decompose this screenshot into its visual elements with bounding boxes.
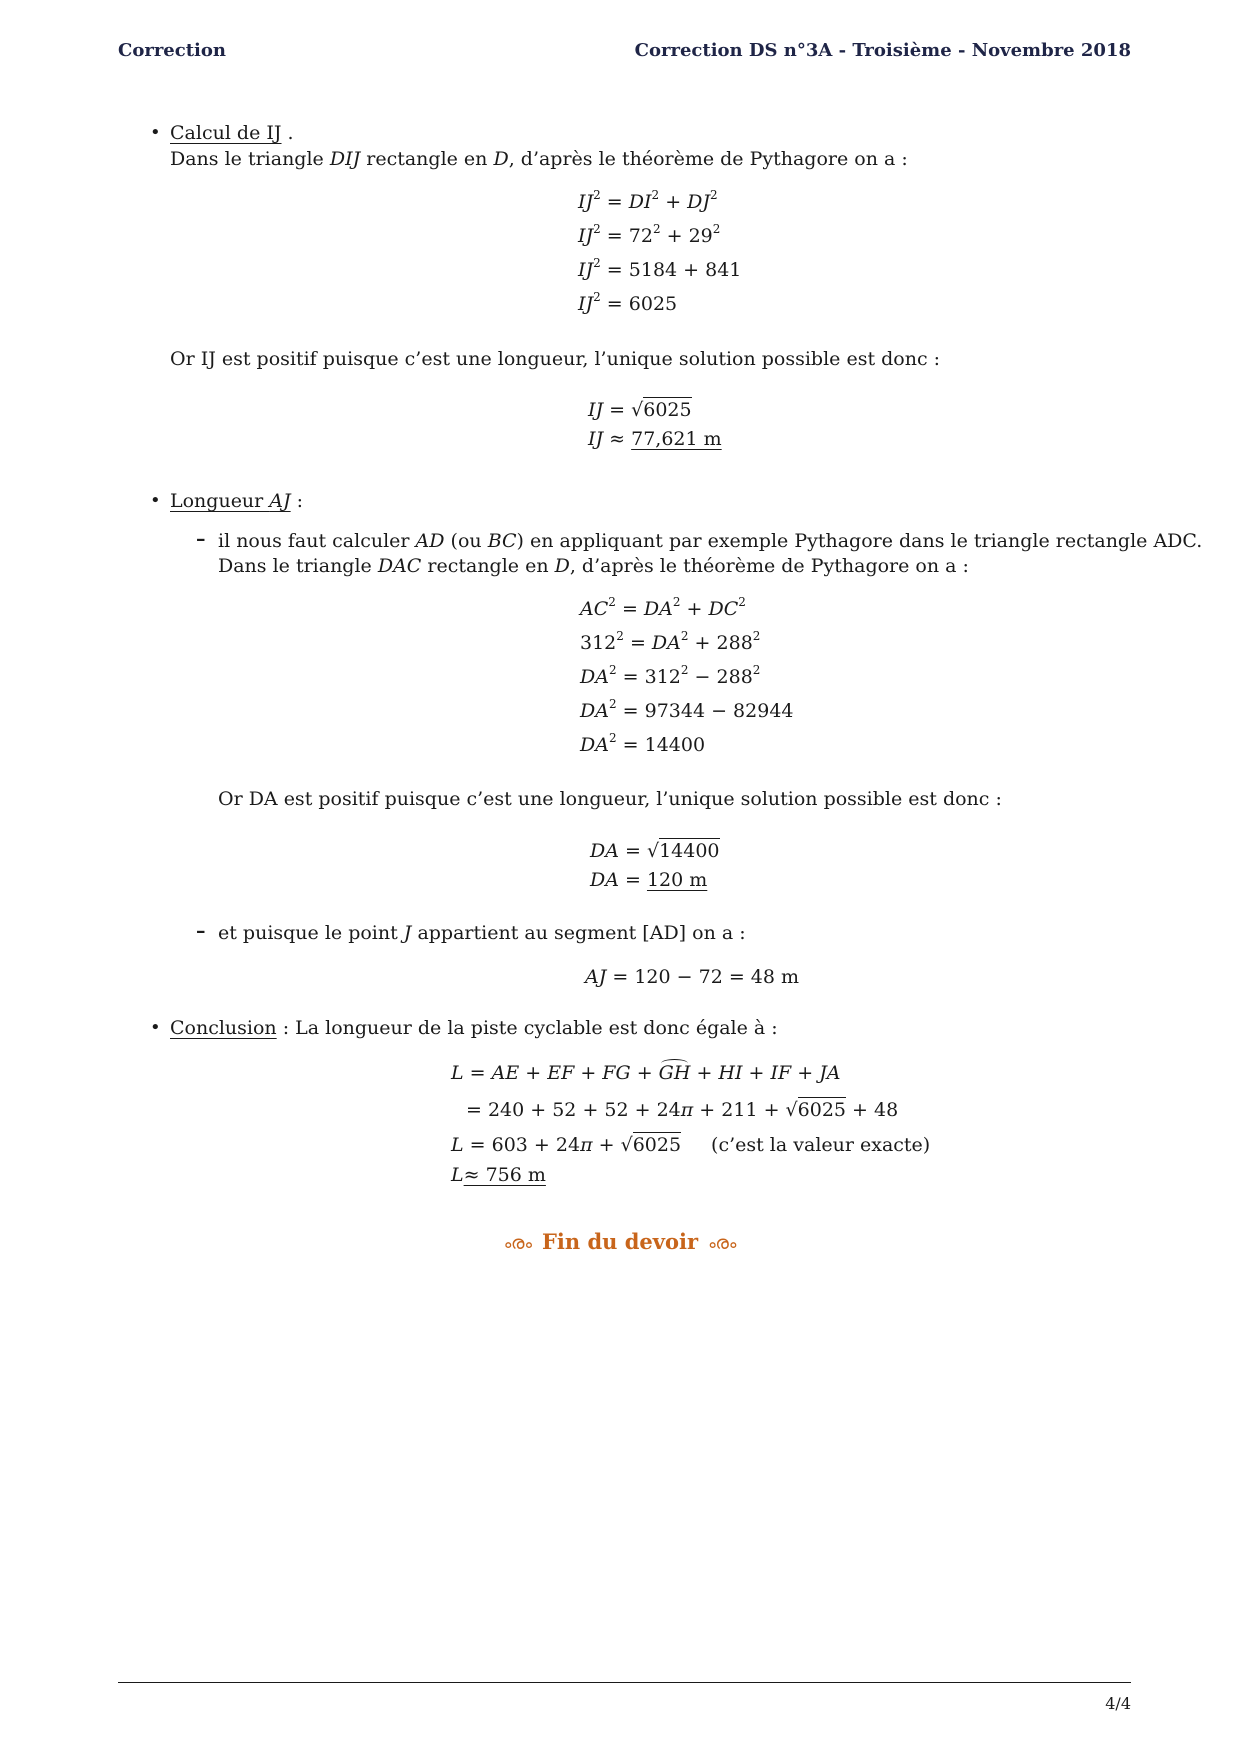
section1-title-line: Calcul de IJ .	[170, 122, 294, 144]
equation-ij-2: $IJ^2 = 72^2 + 29^2$	[578, 221, 721, 247]
equation-da-1: $AC^2 = DA^2 + DC^2$	[580, 594, 746, 620]
result-ij-1: IJ = √6025	[588, 399, 692, 421]
header-left: Correction	[118, 40, 226, 61]
section2-title-line: Longueur AJ :	[170, 490, 304, 512]
section2-sub1-line2: Dans le triangle DAC rectangle en D, d’après le théorème de Pythagore on a :	[218, 555, 969, 577]
section1-intro: Dans le triangle DIJ rectangle en D, d’après le théorème de Pythagore on a :	[170, 148, 908, 170]
bullet-section1: •	[150, 122, 161, 143]
dash-sub1: –	[196, 528, 206, 550]
equation-da-5: $DA^2 = 14400$	[580, 730, 706, 756]
section2-conclusion: Or DA est positif puisque c’est une longueur, l’unique solution possible est donc :	[218, 788, 1002, 810]
page-header	[118, 40, 1131, 70]
equation-da-3: $DA^2 = 312^2 - 288^2$	[580, 662, 761, 688]
section1-conclusion: Or IJ est positif puisque c’est une longueur, l’unique solution possible est donc :	[170, 348, 941, 370]
footer-rule	[118, 1682, 1131, 1683]
bullet-section2: •	[150, 490, 161, 511]
result-da-1: DA = √14400	[590, 840, 720, 862]
page-number: 4/4	[1105, 1694, 1131, 1713]
bullet-section3: •	[150, 1017, 161, 1038]
dash-sub2: –	[196, 920, 206, 942]
section1-title: Calcul de IJ	[170, 122, 282, 144]
ornament-right-icon: ൟ	[708, 1232, 737, 1254]
equation-l-4: L≈ 756 m	[451, 1164, 546, 1186]
section3-title-line: Conclusion : La longueur de la piste cyclable est donc égale à :	[170, 1017, 778, 1039]
equation-l-3: L = 603 + 24π + √6025 (c’est la valeur exacte)	[451, 1134, 931, 1156]
end-of-assignment	[0, 1229, 1240, 1254]
equation-l-2: = 240 + 52 + 52 + 24π + 211 + √6025 + 48	[466, 1099, 899, 1121]
ornament-left-icon: ൟ	[503, 1232, 532, 1254]
section2-title: Longueur AJ	[170, 490, 291, 512]
equation-aj: AJ = 120 − 72 = 48 m	[585, 966, 800, 988]
equation-l-1: L = AE + EF + FG + GH + HI + IF + JA	[451, 1062, 841, 1084]
result-ij-2: IJ ≈ 77,621 m	[588, 428, 722, 450]
result-da-2: DA = 120 m	[590, 869, 708, 891]
section2-sub2: et puisque le point J appartient au segment [AD] on a :	[218, 922, 746, 944]
equation-da-4: $DA^2 = 97344 - 82944$	[580, 696, 794, 722]
equation-da-2: $312^2 = DA^2 + 288^2$	[580, 628, 761, 654]
section3-title: Conclusion	[170, 1017, 277, 1039]
equation-ij-1: $IJ^2 = DI^2 + DJ^2$	[578, 187, 718, 213]
header-right: Correction DS n°3A - Troisième - Novembre 2018	[634, 40, 1131, 61]
equation-ij-4: $IJ^2 = 6025$	[578, 289, 678, 315]
section2-sub1-line1: il nous faut calculer AD (ou BC) en appliquant par exemple Pythagore dans le triangle rectangle ADC.	[218, 530, 1203, 552]
equation-ij-3: $IJ^2 = 5184 + 841$	[578, 255, 742, 281]
end-text: Fin du devoir	[541, 1229, 699, 1254]
